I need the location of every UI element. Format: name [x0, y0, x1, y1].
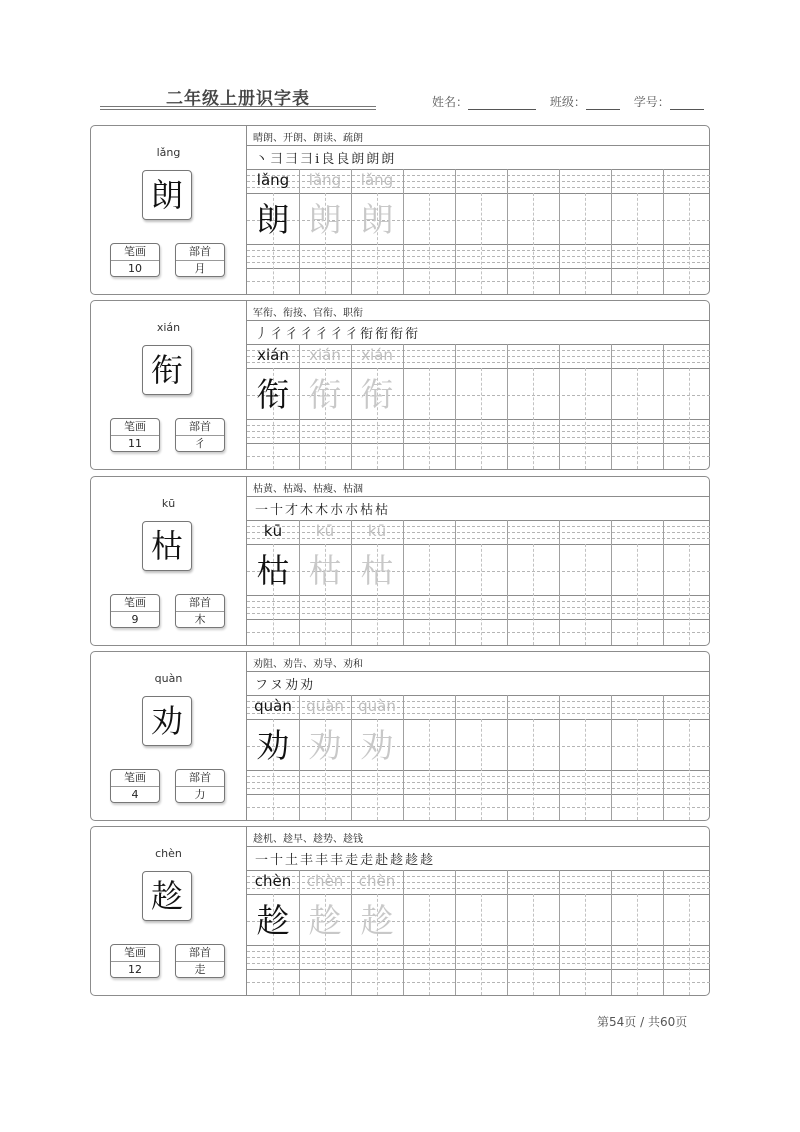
title-underline	[100, 106, 376, 107]
pinyin-guide-line	[247, 782, 710, 783]
cell-center-guide	[533, 368, 534, 469]
page-header	[0, 0, 800, 120]
cell-center-guide	[637, 193, 638, 294]
char-pinyin: kū	[161, 497, 176, 510]
grid-line	[247, 145, 710, 146]
stroke-step: 彳	[300, 327, 314, 342]
pinyin-trace: chèn	[358, 872, 396, 890]
stroke-step: 趁	[420, 853, 434, 868]
stroke-count-value: 10	[128, 262, 142, 275]
char-info-panel	[91, 827, 246, 995]
char-info-panel	[91, 652, 246, 820]
pinyin-model: quàn	[254, 697, 292, 715]
stroke-count-label: 笔画	[111, 595, 159, 612]
char-card	[90, 476, 710, 646]
stroke-step: 走	[360, 853, 374, 868]
pinyin-trace: kū	[367, 522, 387, 540]
char-trace: 枯	[360, 551, 394, 590]
stroke-step: 朩	[345, 503, 359, 518]
cell-center-guide	[429, 368, 430, 469]
cell-divider	[611, 870, 612, 995]
stroke-step: 趁	[405, 853, 419, 868]
grid-line	[247, 619, 710, 620]
pinyin-trace: xián	[361, 346, 393, 364]
char-guide-line	[247, 982, 710, 983]
radical-box	[175, 243, 225, 277]
stroke-step: 枯	[375, 503, 389, 518]
stroke-step: 趁	[390, 853, 404, 868]
cell-center-guide	[481, 544, 482, 645]
stroke-step: 土	[285, 853, 299, 868]
cell-center-guide	[585, 894, 586, 995]
pinyin-trace: quàn	[306, 697, 344, 715]
char-pinyin: lǎng	[156, 146, 181, 159]
stroke-step: 朗	[351, 152, 365, 167]
cell-divider	[403, 344, 404, 469]
stroke-step: 丰	[315, 853, 329, 868]
word-examples: 趁机、趁早、趁势、趁钱	[253, 834, 363, 845]
radical-value: 走	[194, 963, 206, 976]
radical-label: 部首	[176, 419, 224, 436]
stroke-step: ヌ	[270, 678, 284, 693]
char-model: 衔	[256, 375, 290, 414]
stroke-step: 木	[300, 503, 314, 518]
stroke-step: 彳	[285, 327, 299, 342]
practice-grid	[246, 301, 710, 469]
pinyin-guide-line	[247, 262, 710, 263]
stroke-step: 良	[336, 152, 350, 167]
char-card	[90, 125, 710, 295]
cell-divider	[507, 695, 508, 820]
pinyin-model: xián	[257, 346, 289, 364]
radical-label: 部首	[176, 595, 224, 612]
grid-line	[247, 969, 710, 970]
char-guide-line	[247, 807, 710, 808]
cell-center-guide	[689, 894, 690, 995]
char-trace: 朗	[360, 200, 394, 239]
stroke-count-label: 笔画	[111, 770, 159, 787]
stroke-count-label: 笔画	[111, 419, 159, 436]
name-field[interactable]	[468, 96, 536, 110]
grid-line	[247, 443, 710, 444]
cell-divider	[559, 520, 560, 645]
number-label: 学号：	[633, 95, 670, 109]
pinyin-guide-line	[247, 776, 710, 777]
cell-center-guide	[429, 894, 430, 995]
stroke-step: 木	[315, 503, 329, 518]
char-trace: 趁	[308, 901, 342, 940]
cell-divider	[611, 695, 612, 820]
stroke-count-label: 笔画	[111, 244, 159, 261]
stroke-count-box	[110, 418, 160, 452]
cell-divider	[403, 870, 404, 995]
page-number: 第54页 / 共60页	[597, 1015, 688, 1029]
char-trace: 朗	[308, 200, 342, 239]
stroke-count-box	[110, 243, 160, 277]
stroke-step: 彳	[330, 327, 344, 342]
cell-divider	[455, 870, 456, 995]
cell-center-guide	[533, 193, 534, 294]
cell-center-guide	[533, 719, 534, 820]
radical-box	[175, 944, 225, 978]
pinyin-trace: chèn	[306, 872, 344, 890]
radical-label: 部首	[176, 945, 224, 962]
cell-center-guide	[637, 719, 638, 820]
pinyin-guide-line	[247, 963, 710, 964]
stroke-step: 彐	[285, 152, 299, 167]
stroke-step: 彐	[300, 152, 314, 167]
stroke-step: 彐	[270, 152, 284, 167]
stroke-order-sequence	[255, 849, 435, 867]
char-info-panel	[91, 477, 246, 645]
cell-center-guide	[481, 719, 482, 820]
char-card	[90, 826, 710, 996]
cell-center-guide	[533, 544, 534, 645]
stroke-step: 彳	[345, 327, 359, 342]
radical-box	[175, 594, 225, 628]
cell-center-guide	[429, 719, 430, 820]
char-display-box: 劝	[142, 696, 192, 746]
grid-line	[247, 496, 710, 497]
char-display-box: 枯	[142, 521, 192, 571]
stroke-count-box	[110, 594, 160, 628]
stroke-step: 衔	[405, 327, 419, 342]
char-info-panel	[91, 301, 246, 469]
cell-divider	[403, 169, 404, 294]
radical-box	[175, 769, 225, 803]
cell-divider	[403, 520, 404, 645]
class-label: 班级：	[549, 95, 586, 109]
char-display-box: 朗	[142, 170, 192, 220]
char-pinyin: chèn	[155, 847, 182, 860]
stroke-step: 十	[270, 853, 284, 868]
name-label: 姓名：	[432, 95, 469, 109]
stroke-count-box	[110, 769, 160, 803]
cell-divider	[559, 344, 560, 469]
char-trace: 衔	[360, 375, 394, 414]
cell-center-guide	[533, 894, 534, 995]
stroke-step: 朗	[366, 152, 380, 167]
word-examples: 枯黄、枯竭、枯瘦、枯涸	[253, 484, 363, 495]
stroke-step: 一	[255, 853, 269, 868]
grid-line	[247, 671, 710, 672]
cell-divider	[455, 695, 456, 820]
practice-grid	[246, 652, 710, 820]
pinyin-guide-line	[247, 951, 710, 952]
stroke-step: 走	[345, 853, 359, 868]
cell-center-guide	[637, 368, 638, 469]
cell-center-guide	[585, 544, 586, 645]
stroke-step: 良	[321, 152, 335, 167]
char-model: 枯	[256, 551, 290, 590]
pinyin-model: kū	[263, 522, 283, 540]
cell-center-guide	[637, 544, 638, 645]
stroke-count-value: 11	[128, 437, 142, 450]
class-field[interactable]	[586, 96, 620, 110]
document-title: 二年级上册识字表	[166, 89, 310, 109]
grid-line	[247, 794, 710, 795]
cell-center-guide	[585, 719, 586, 820]
stroke-count-value: 12	[128, 963, 142, 976]
cell-divider	[663, 870, 664, 995]
stroke-step: 丿	[255, 327, 269, 342]
cell-divider	[559, 169, 560, 294]
pinyin-trace: lǎng	[360, 171, 394, 189]
pinyin-trace: quàn	[358, 697, 396, 715]
char-model: 朗	[256, 200, 290, 239]
char-trace: 枯	[308, 551, 342, 590]
cell-divider	[507, 520, 508, 645]
cell-center-guide	[689, 544, 690, 645]
stroke-step: 彳	[315, 327, 329, 342]
stroke-step: 衔	[360, 327, 374, 342]
char-card	[90, 651, 710, 821]
practice-grid	[246, 827, 710, 995]
practice-grid	[246, 477, 710, 645]
grid-line	[247, 268, 710, 269]
pinyin-guide-line	[247, 425, 710, 426]
stroke-count-value: 9	[131, 613, 139, 626]
stroke-order-sequence	[255, 148, 396, 166]
cell-divider	[663, 344, 664, 469]
cell-divider	[507, 169, 508, 294]
char-model: 劝	[256, 726, 290, 765]
radical-label: 部首	[176, 244, 224, 261]
pinyin-guide-line	[247, 601, 710, 602]
char-trace: 衔	[308, 375, 342, 414]
stroke-step: 一	[255, 503, 269, 518]
pinyin-guide-line	[247, 957, 710, 958]
stroke-step: 才	[285, 503, 299, 518]
radical-label: 部首	[176, 770, 224, 787]
pinyin-guide-line	[247, 431, 710, 432]
char-guide-line	[247, 281, 710, 282]
pinyin-model: lǎng	[256, 171, 290, 189]
cell-divider	[455, 344, 456, 469]
stroke-step: 劝	[300, 678, 314, 693]
cell-divider	[455, 520, 456, 645]
stroke-step: 朩	[330, 503, 344, 518]
cell-divider	[663, 695, 664, 820]
pinyin-guide-line	[247, 256, 710, 257]
pinyin-model: chèn	[254, 872, 292, 890]
pinyin-guide-line	[247, 250, 710, 251]
cell-divider	[507, 344, 508, 469]
char-model: 趁	[256, 901, 290, 940]
stroke-order-sequence	[255, 323, 420, 341]
char-trace: 劝	[308, 726, 342, 765]
practice-grid	[246, 126, 710, 294]
stroke-step: 丰	[330, 853, 344, 868]
cell-center-guide	[481, 368, 482, 469]
cell-divider	[455, 169, 456, 294]
word-examples: 军衔、衔接、官衔、职衔	[253, 308, 363, 319]
stroke-step: フ	[255, 678, 269, 693]
cell-center-guide	[429, 193, 430, 294]
cell-divider	[611, 344, 612, 469]
char-pinyin: quàn	[154, 672, 183, 685]
cell-divider	[663, 169, 664, 294]
stroke-step: 衔	[375, 327, 389, 342]
radical-box	[175, 418, 225, 452]
title-underline-2	[100, 109, 376, 110]
stroke-count-value: 4	[131, 788, 139, 801]
stroke-step: 丰	[300, 853, 314, 868]
pinyin-guide-line	[247, 613, 710, 614]
stroke-count-box	[110, 944, 160, 978]
cell-divider	[611, 520, 612, 645]
stroke-step: 朗	[381, 152, 395, 167]
pinyin-trace: kū	[315, 522, 335, 540]
char-pinyin: xián	[156, 321, 181, 334]
cell-divider	[403, 695, 404, 820]
cell-center-guide	[481, 193, 482, 294]
cell-divider	[559, 695, 560, 820]
cell-divider	[611, 169, 612, 294]
student-number-field[interactable]	[670, 96, 704, 110]
stroke-order-sequence	[255, 499, 390, 517]
radical-value: 月	[194, 262, 206, 275]
cell-divider	[559, 870, 560, 995]
stroke-step: 枯	[360, 503, 374, 518]
char-info-panel	[91, 126, 246, 294]
cell-center-guide	[585, 368, 586, 469]
char-card	[90, 300, 710, 470]
char-display-box: 趁	[142, 871, 192, 921]
pinyin-guide-line	[247, 607, 710, 608]
char-display-box: 衔	[142, 345, 192, 395]
pinyin-guide-line	[247, 788, 710, 789]
stroke-step: 衔	[390, 327, 404, 342]
pinyin-trace: lǎng	[308, 171, 342, 189]
stroke-step: 彳	[270, 327, 284, 342]
char-trace: 趁	[360, 901, 394, 940]
grid-line	[247, 320, 710, 321]
cell-center-guide	[689, 368, 690, 469]
stroke-count-label: 笔画	[111, 945, 159, 962]
cell-center-guide	[585, 193, 586, 294]
pinyin-trace: xián	[309, 346, 341, 364]
stroke-order-sequence	[255, 674, 315, 692]
word-examples: 晴朗、开朗、朗读、疏朗	[253, 133, 363, 144]
cell-center-guide	[637, 894, 638, 995]
cell-center-guide	[429, 544, 430, 645]
word-examples: 劝阻、劝告、劝导、劝和	[253, 659, 363, 670]
char-guide-line	[247, 456, 710, 457]
stroke-step: 丶	[255, 152, 269, 167]
cell-center-guide	[689, 719, 690, 820]
cell-center-guide	[481, 894, 482, 995]
char-guide-line	[247, 632, 710, 633]
cell-divider	[663, 520, 664, 645]
char-trace: 劝	[360, 726, 394, 765]
pinyin-guide-line	[247, 437, 710, 438]
grid-line	[247, 846, 710, 847]
student-info-fields	[432, 93, 704, 110]
stroke-step: 赴	[375, 853, 389, 868]
radical-value: 彳	[194, 437, 206, 450]
stroke-step: ⅰ	[315, 152, 320, 167]
radical-value: 木	[194, 613, 206, 626]
radical-value: 力	[194, 788, 206, 801]
cell-center-guide	[689, 193, 690, 294]
stroke-step: 劝	[285, 678, 299, 693]
stroke-step: 十	[270, 503, 284, 518]
cell-divider	[507, 870, 508, 995]
